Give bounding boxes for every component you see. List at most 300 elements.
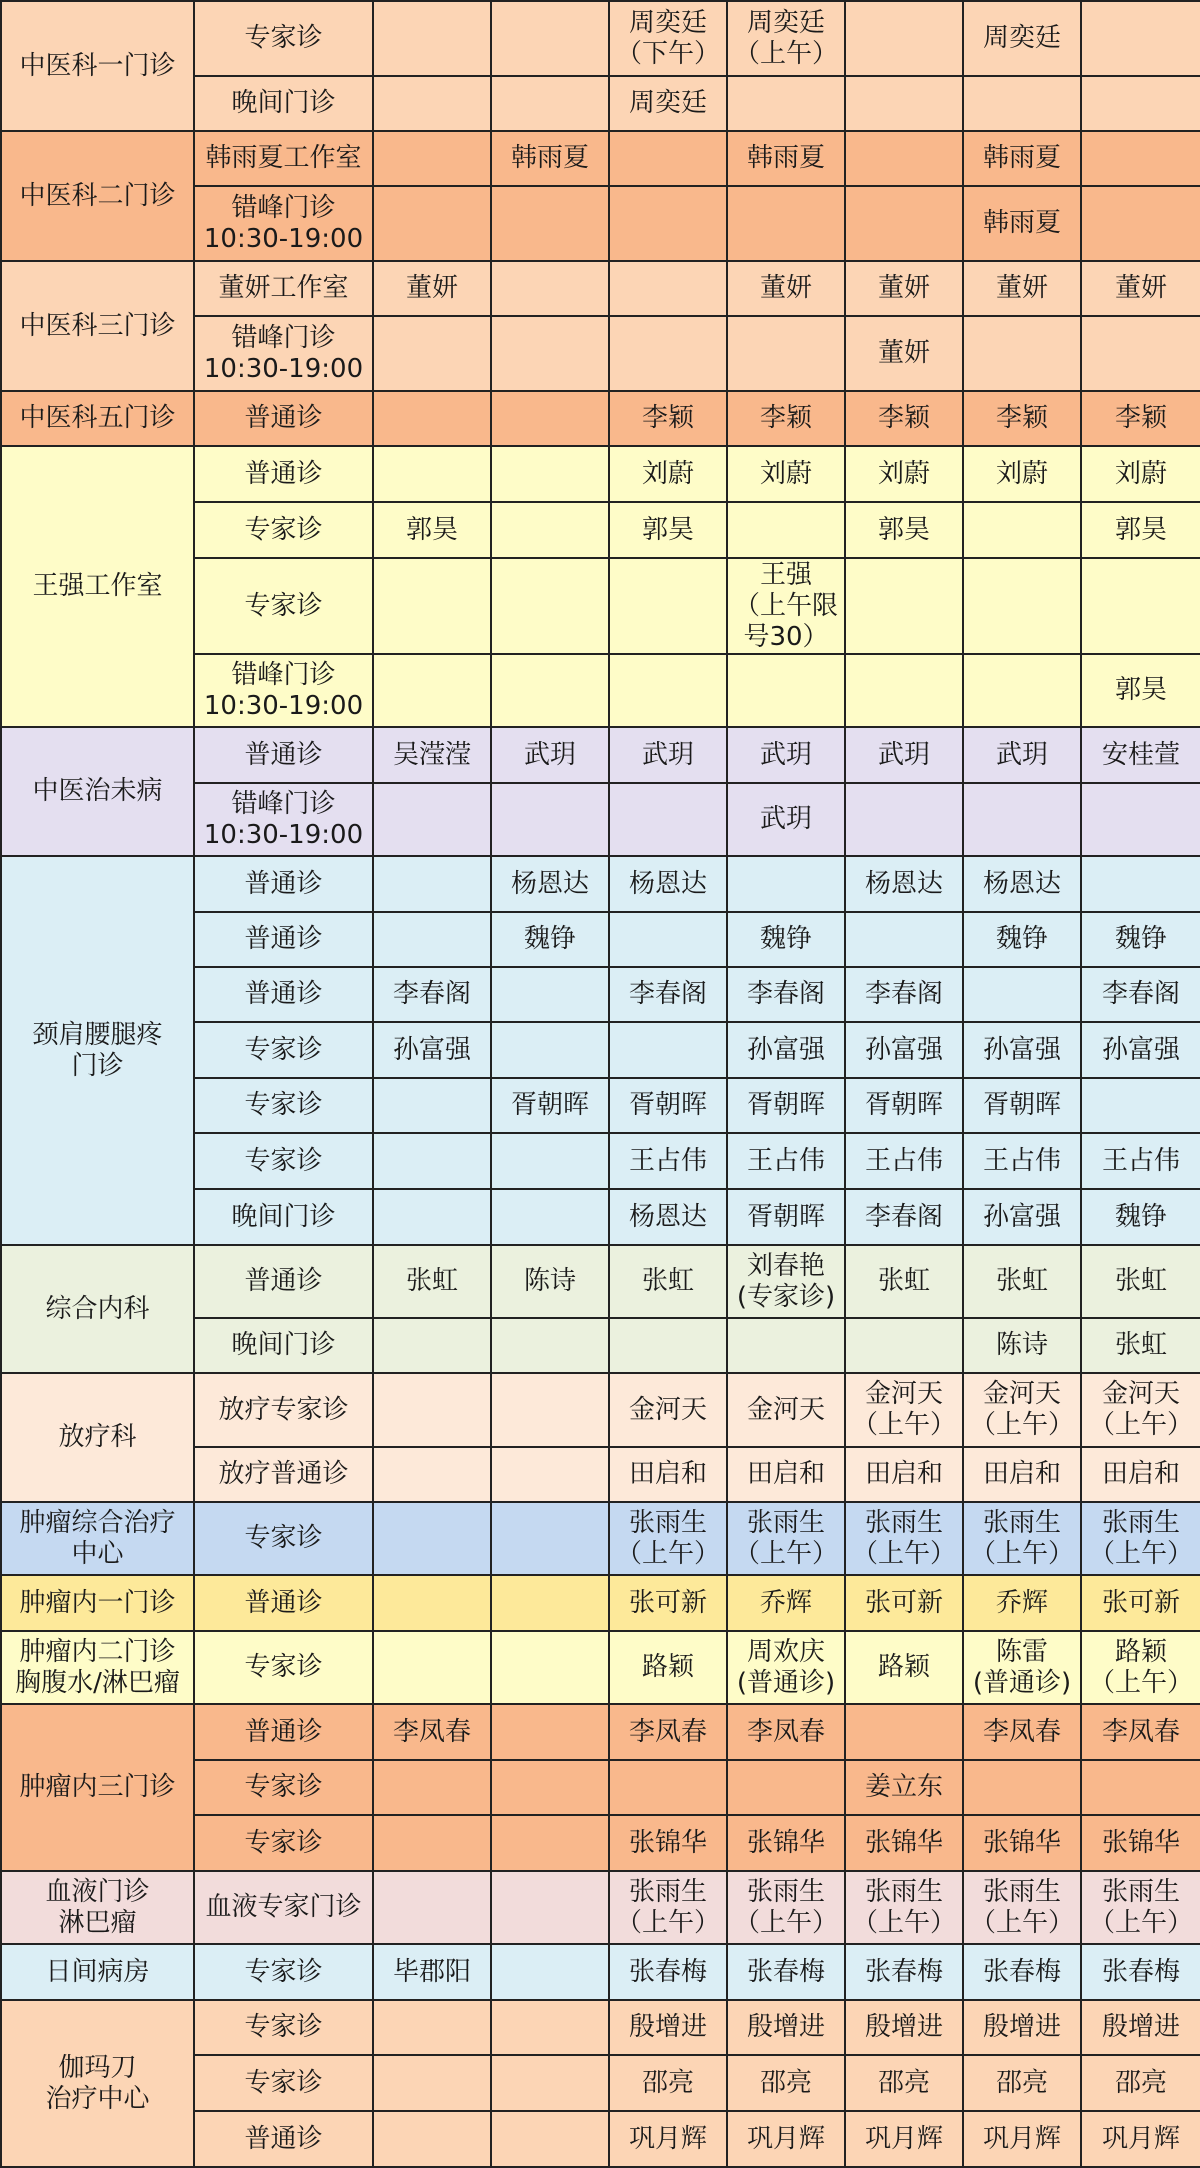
department-cell: 中医科二门诊 xyxy=(1,131,194,261)
doctor-cell: 殷增进 xyxy=(609,2000,727,2055)
clinic-type-cell: 专家诊 xyxy=(194,558,373,654)
doctor-cell: 刘蔚 xyxy=(845,446,963,502)
doctor-cell xyxy=(845,1318,963,1373)
doctor-cell xyxy=(373,1815,491,1871)
doctor-cell xyxy=(491,502,609,558)
table-row xyxy=(1,131,1200,186)
table-row xyxy=(1,1373,1200,1447)
doctor-cell xyxy=(845,783,963,856)
clinic-type-cell: 专家诊 xyxy=(194,1502,373,1575)
doctor-cell xyxy=(373,654,491,727)
doctor-cell xyxy=(491,1133,609,1189)
doctor-cell: 张雨生 （上午） xyxy=(963,1871,1081,1944)
doctor-cell xyxy=(1081,316,1200,391)
doctor-cell xyxy=(491,1373,609,1447)
doctor-cell xyxy=(727,1760,845,1815)
doctor-cell: 张虹 xyxy=(373,1245,491,1318)
doctor-cell xyxy=(491,1871,609,1944)
doctor-cell xyxy=(845,76,963,131)
doctor-cell xyxy=(373,76,491,131)
doctor-cell: 邵亮 xyxy=(963,2055,1081,2111)
doctor-cell: 陈诗 xyxy=(963,1318,1081,1373)
doctor-cell xyxy=(963,502,1081,558)
table-row xyxy=(1,1575,1200,1631)
doctor-cell xyxy=(727,1318,845,1373)
doctor-cell: 张雨生 （上午） xyxy=(727,1502,845,1575)
doctor-cell xyxy=(373,1189,491,1245)
doctor-cell: 杨恩达 xyxy=(609,856,727,912)
doctor-cell: 胥朝晖 xyxy=(609,1078,727,1133)
doctor-cell xyxy=(373,186,491,261)
doctor-cell: 殷增进 xyxy=(1081,2000,1200,2055)
doctor-cell: 张虹 xyxy=(963,1245,1081,1318)
clinic-type-cell: 专家诊 xyxy=(194,1078,373,1133)
table-row xyxy=(1,1871,1200,1944)
clinic-type-cell: 专家诊 xyxy=(194,2055,373,2111)
clinic-type-cell: 专家诊 xyxy=(194,1133,373,1189)
doctor-cell: 田启和 xyxy=(609,1447,727,1502)
doctor-cell: 胥朝晖 xyxy=(963,1078,1081,1133)
doctor-cell: 董妍 xyxy=(845,261,963,316)
clinic-type-cell: 专家诊 xyxy=(194,2000,373,2055)
doctor-cell xyxy=(963,1760,1081,1815)
doctor-cell xyxy=(609,1022,727,1078)
doctor-cell xyxy=(373,446,491,502)
doctor-cell: 郭昊 xyxy=(1081,502,1200,558)
doctor-cell xyxy=(845,1,963,76)
doctor-cell xyxy=(1081,131,1200,186)
department-cell: 颈肩腰腿疼 门诊 xyxy=(1,856,194,1245)
doctor-cell: 韩雨夏 xyxy=(491,131,609,186)
doctor-cell: 胥朝晖 xyxy=(727,1078,845,1133)
department-cell: 日间病房 xyxy=(1,1944,194,2000)
doctor-cell xyxy=(963,783,1081,856)
doctor-cell: 邵亮 xyxy=(845,2055,963,2111)
doctor-cell: 韩雨夏 xyxy=(727,131,845,186)
doctor-cell: 张锦华 xyxy=(963,1815,1081,1871)
doctor-cell: 郭昊 xyxy=(373,502,491,558)
doctor-cell xyxy=(373,1631,491,1704)
doctor-cell xyxy=(609,783,727,856)
table-row xyxy=(1,1502,1200,1575)
doctor-cell: 刘蔚 xyxy=(609,446,727,502)
table-row xyxy=(1,2000,1200,2055)
doctor-cell: 孙富强 xyxy=(1081,1022,1200,1078)
clinic-type-cell: 普通诊 xyxy=(194,727,373,783)
doctor-cell xyxy=(373,1318,491,1373)
clinic-type-cell: 专家诊 xyxy=(194,1022,373,1078)
doctor-cell: 武玥 xyxy=(963,727,1081,783)
doctor-cell: 刘蔚 xyxy=(963,446,1081,502)
doctor-cell xyxy=(373,2111,491,2167)
doctor-cell: 李凤春 xyxy=(963,1704,1081,1760)
doctor-cell: 张可新 xyxy=(845,1575,963,1631)
doctor-cell xyxy=(491,1760,609,1815)
doctor-cell: 张虹 xyxy=(1081,1245,1200,1318)
doctor-cell: 张春梅 xyxy=(963,1944,1081,2000)
doctor-cell xyxy=(491,261,609,316)
doctor-cell: 李凤春 xyxy=(609,1704,727,1760)
doctor-cell: 张锦华 xyxy=(845,1815,963,1871)
doctor-cell xyxy=(373,391,491,446)
clinic-type-cell: 董妍工作室 xyxy=(194,261,373,316)
doctor-cell: 田启和 xyxy=(727,1447,845,1502)
doctor-cell xyxy=(373,558,491,654)
table-row xyxy=(1,1,1200,76)
doctor-cell: 殷增进 xyxy=(963,2000,1081,2055)
doctor-cell xyxy=(373,783,491,856)
doctor-cell xyxy=(491,2000,609,2055)
doctor-cell: 张虹 xyxy=(1081,1318,1200,1373)
table-row xyxy=(1,261,1200,316)
table-row xyxy=(1,856,1200,912)
doctor-cell xyxy=(963,316,1081,391)
doctor-cell xyxy=(845,186,963,261)
doctor-cell xyxy=(491,1022,609,1078)
doctor-cell xyxy=(727,856,845,912)
doctor-cell: 张雨生 （上午） xyxy=(963,1502,1081,1575)
doctor-cell: 李颖 xyxy=(963,391,1081,446)
doctor-cell: 孙富强 xyxy=(727,1022,845,1078)
doctor-cell xyxy=(373,1078,491,1133)
schedule-body xyxy=(1,1,1200,2167)
doctor-cell: 魏铮 xyxy=(963,912,1081,967)
doctor-cell: 路颖 xyxy=(609,1631,727,1704)
clinic-type-cell: 普通诊 xyxy=(194,1704,373,1760)
doctor-cell: 张锦华 xyxy=(727,1815,845,1871)
department-cell: 中医科一门诊 xyxy=(1,1,194,131)
doctor-cell xyxy=(373,2055,491,2111)
doctor-cell xyxy=(373,856,491,912)
doctor-cell xyxy=(609,186,727,261)
doctor-cell xyxy=(491,391,609,446)
clinic-type-cell: 普通诊 xyxy=(194,391,373,446)
doctor-cell xyxy=(491,654,609,727)
clinic-type-cell: 普通诊 xyxy=(194,446,373,502)
doctor-cell: 张雨生 （上午） xyxy=(727,1871,845,1944)
department-cell: 王强工作室 xyxy=(1,446,194,727)
doctor-cell: 巩月辉 xyxy=(845,2111,963,2167)
clinic-type-cell: 普通诊 xyxy=(194,1575,373,1631)
doctor-cell: 王占伟 xyxy=(727,1133,845,1189)
doctor-cell: 张雨生 （上午） xyxy=(1081,1502,1200,1575)
clinic-type-cell: 普通诊 xyxy=(194,856,373,912)
doctor-cell xyxy=(963,76,1081,131)
doctor-cell xyxy=(609,1760,727,1815)
doctor-cell: 孙富强 xyxy=(373,1022,491,1078)
doctor-cell: 刘蔚 xyxy=(1081,446,1200,502)
clinic-type-cell: 专家诊 xyxy=(194,1631,373,1704)
clinic-type-cell: 血液专家门诊 xyxy=(194,1871,373,1944)
doctor-cell xyxy=(491,1704,609,1760)
doctor-cell: 毕郡阳 xyxy=(373,1944,491,2000)
doctor-cell: 张雨生 （上午） xyxy=(845,1502,963,1575)
doctor-cell xyxy=(1081,1078,1200,1133)
doctor-cell: 张春梅 xyxy=(727,1944,845,2000)
doctor-cell xyxy=(1081,558,1200,654)
doctor-cell: 李颖 xyxy=(609,391,727,446)
department-cell: 中医科五门诊 xyxy=(1,391,194,446)
doctor-cell: 张雨生 （上午） xyxy=(1081,1871,1200,1944)
doctor-cell: 武玥 xyxy=(609,727,727,783)
clinic-type-cell: 普通诊 xyxy=(194,912,373,967)
doctor-cell: 杨恩达 xyxy=(491,856,609,912)
doctor-cell: 巩月辉 xyxy=(609,2111,727,2167)
doctor-cell xyxy=(373,1373,491,1447)
doctor-cell xyxy=(609,316,727,391)
doctor-cell xyxy=(609,1318,727,1373)
clinic-type-cell: 放疗普通诊 xyxy=(194,1447,373,1502)
doctor-cell: 杨恩达 xyxy=(963,856,1081,912)
doctor-cell: 胥朝晖 xyxy=(727,1189,845,1245)
doctor-cell xyxy=(491,783,609,856)
doctor-cell xyxy=(1081,186,1200,261)
doctor-cell: 孙富强 xyxy=(963,1022,1081,1078)
doctor-cell xyxy=(373,1575,491,1631)
doctor-cell: 张雨生 （上午） xyxy=(609,1871,727,1944)
clinic-type-cell: 普通诊 xyxy=(194,1245,373,1318)
doctor-cell: 董妍 xyxy=(727,261,845,316)
doctor-cell: 邵亮 xyxy=(609,2055,727,2111)
doctor-cell xyxy=(1081,783,1200,856)
clinic-type-cell: 专家诊 xyxy=(194,502,373,558)
doctor-cell: 田启和 xyxy=(963,1447,1081,1502)
doctor-cell xyxy=(373,912,491,967)
doctor-cell: 张可新 xyxy=(609,1575,727,1631)
doctor-cell: 胥朝晖 xyxy=(845,1078,963,1133)
doctor-cell: 张雨生 （上午） xyxy=(609,1502,727,1575)
table-row xyxy=(1,446,1200,502)
doctor-cell xyxy=(727,502,845,558)
doctor-cell xyxy=(609,654,727,727)
doctor-cell: 周奕廷 xyxy=(963,1,1081,76)
doctor-cell: 杨恩达 xyxy=(845,856,963,912)
doctor-cell: 张可新 xyxy=(1081,1575,1200,1631)
clinic-type-cell: 晚间门诊 xyxy=(194,76,373,131)
doctor-cell xyxy=(1081,1760,1200,1815)
doctor-cell: 魏铮 xyxy=(727,912,845,967)
department-cell: 中医科三门诊 xyxy=(1,261,194,391)
doctor-cell xyxy=(491,1,609,76)
doctor-cell: 刘春艳 (专家诊) xyxy=(727,1245,845,1318)
doctor-cell xyxy=(373,1133,491,1189)
doctor-cell: 韩雨夏 xyxy=(963,131,1081,186)
table-row xyxy=(1,1944,1200,2000)
doctor-cell: 郭昊 xyxy=(845,502,963,558)
doctor-cell xyxy=(727,654,845,727)
doctor-cell: 张锦华 xyxy=(609,1815,727,1871)
doctor-cell: 李春阁 xyxy=(609,967,727,1022)
doctor-cell: 张虹 xyxy=(609,1245,727,1318)
doctor-cell: 姜立东 xyxy=(845,1760,963,1815)
doctor-cell: 巩月辉 xyxy=(727,2111,845,2167)
clinic-type-cell: 韩雨夏工作室 xyxy=(194,131,373,186)
doctor-cell: 董妍 xyxy=(845,316,963,391)
doctor-cell: 李颖 xyxy=(727,391,845,446)
doctor-cell: 胥朝晖 xyxy=(491,1078,609,1133)
doctor-cell: 李颖 xyxy=(1081,391,1200,446)
doctor-cell xyxy=(727,316,845,391)
doctor-cell: 李春阁 xyxy=(1081,967,1200,1022)
doctor-cell xyxy=(609,131,727,186)
doctor-cell: 李春阁 xyxy=(845,967,963,1022)
doctor-cell xyxy=(491,316,609,391)
doctor-cell: 周奕廷 xyxy=(609,76,727,131)
doctor-cell xyxy=(491,1318,609,1373)
doctor-cell: 李颖 xyxy=(845,391,963,446)
doctor-cell xyxy=(491,186,609,261)
doctor-cell: 张锦华 xyxy=(1081,1815,1200,1871)
clinic-type-cell: 普通诊 xyxy=(194,967,373,1022)
doctor-cell xyxy=(373,1760,491,1815)
doctor-cell: 张春梅 xyxy=(609,1944,727,2000)
clinic-type-cell: 放疗专家诊 xyxy=(194,1373,373,1447)
doctor-cell: 张春梅 xyxy=(845,1944,963,2000)
doctor-cell xyxy=(491,446,609,502)
doctor-cell: 陈雷 (普通诊) xyxy=(963,1631,1081,1704)
doctor-cell: 孙富强 xyxy=(845,1022,963,1078)
doctor-cell xyxy=(845,1704,963,1760)
doctor-cell xyxy=(727,186,845,261)
clinic-type-cell: 专家诊 xyxy=(194,1944,373,2000)
doctor-cell: 李春阁 xyxy=(373,967,491,1022)
clinic-type-cell: 普通诊 xyxy=(194,2111,373,2167)
doctor-cell: 郭昊 xyxy=(609,502,727,558)
doctor-cell: 周奕廷 （下午） xyxy=(609,1,727,76)
table-row xyxy=(1,1631,1200,1704)
clinic-type-cell: 错峰门诊 10:30-19:00 xyxy=(194,654,373,727)
doctor-cell xyxy=(491,76,609,131)
doctor-cell xyxy=(491,558,609,654)
doctor-cell: 李凤春 xyxy=(727,1704,845,1760)
clinic-type-cell: 晚间门诊 xyxy=(194,1318,373,1373)
doctor-cell xyxy=(1081,1,1200,76)
doctor-cell: 安桂萱 xyxy=(1081,727,1200,783)
table-row xyxy=(1,391,1200,446)
doctor-cell: 董妍 xyxy=(373,261,491,316)
doctor-cell xyxy=(963,558,1081,654)
doctor-cell xyxy=(845,558,963,654)
doctor-cell xyxy=(609,558,727,654)
doctor-cell: 张雨生 （上午） xyxy=(845,1871,963,1944)
doctor-cell: 田启和 xyxy=(1081,1447,1200,1502)
doctor-cell: 金河天 （上午） xyxy=(963,1373,1081,1447)
doctor-cell: 李凤春 xyxy=(1081,1704,1200,1760)
doctor-cell: 田启和 xyxy=(845,1447,963,1502)
doctor-cell: 武玥 xyxy=(845,727,963,783)
doctor-cell: 武玥 xyxy=(727,727,845,783)
clinic-type-cell: 错峰门诊 10:30-19:00 xyxy=(194,186,373,261)
doctor-cell: 董妍 xyxy=(963,261,1081,316)
doctor-cell xyxy=(845,131,963,186)
doctor-cell: 巩月辉 xyxy=(1081,2111,1200,2167)
doctor-cell xyxy=(491,1189,609,1245)
doctor-cell: 金河天 xyxy=(609,1373,727,1447)
doctor-cell xyxy=(609,261,727,316)
doctor-cell xyxy=(373,1447,491,1502)
doctor-cell xyxy=(373,316,491,391)
doctor-cell xyxy=(609,912,727,967)
doctor-cell xyxy=(845,654,963,727)
doctor-cell: 张春梅 xyxy=(1081,1944,1200,2000)
doctor-cell xyxy=(373,131,491,186)
department-cell: 放疗科 xyxy=(1,1373,194,1502)
doctor-cell: 乔辉 xyxy=(727,1575,845,1631)
department-cell: 中医治未病 xyxy=(1,727,194,856)
clinic-type-cell: 错峰门诊 10:30-19:00 xyxy=(194,316,373,391)
doctor-cell: 李凤春 xyxy=(373,1704,491,1760)
doctor-cell: 王强 （上午限 号30） xyxy=(727,558,845,654)
doctor-cell: 周奕廷 （上午） xyxy=(727,1,845,76)
doctor-cell: 路颖 xyxy=(845,1631,963,1704)
doctor-cell: 王占伟 xyxy=(963,1133,1081,1189)
doctor-cell: 武玥 xyxy=(727,783,845,856)
doctor-cell xyxy=(373,1871,491,1944)
doctor-cell: 魏铮 xyxy=(491,912,609,967)
doctor-cell xyxy=(1081,856,1200,912)
doctor-cell: 金河天 （上午） xyxy=(845,1373,963,1447)
doctor-cell xyxy=(373,2000,491,2055)
doctor-cell: 董妍 xyxy=(1081,261,1200,316)
doctor-cell xyxy=(963,967,1081,1022)
doctor-cell: 张虹 xyxy=(845,1245,963,1318)
doctor-cell: 杨恩达 xyxy=(609,1189,727,1245)
doctor-cell: 王占伟 xyxy=(1081,1133,1200,1189)
doctor-cell: 路颖 （上午） xyxy=(1081,1631,1200,1704)
department-cell: 综合内科 xyxy=(1,1245,194,1373)
clinic-type-cell: 错峰门诊 10:30-19:00 xyxy=(194,783,373,856)
doctor-cell: 金河天 xyxy=(727,1373,845,1447)
doctor-cell: 吴滢滢 xyxy=(373,727,491,783)
doctor-cell xyxy=(491,1815,609,1871)
clinic-type-cell: 专家诊 xyxy=(194,1815,373,1871)
department-cell: 肿瘤内三门诊 xyxy=(1,1704,194,1871)
doctor-cell xyxy=(845,912,963,967)
doctor-cell: 魏铮 xyxy=(1081,912,1200,967)
department-cell: 肿瘤综合治疗 中心 xyxy=(1,1502,194,1575)
doctor-cell: 孙富强 xyxy=(963,1189,1081,1245)
department-cell: 血液门诊 淋巴瘤 xyxy=(1,1871,194,1944)
clinic-type-cell: 晚间门诊 xyxy=(194,1189,373,1245)
department-cell: 肿瘤内二门诊 胸腹水/淋巴瘤 xyxy=(1,1631,194,1704)
doctor-cell xyxy=(491,2055,609,2111)
doctor-cell xyxy=(491,1502,609,1575)
doctor-cell: 王占伟 xyxy=(845,1133,963,1189)
doctor-cell: 邵亮 xyxy=(1081,2055,1200,2111)
doctor-cell xyxy=(727,76,845,131)
doctor-cell xyxy=(491,967,609,1022)
doctor-cell: 周欢庆 (普通诊) xyxy=(727,1631,845,1704)
doctor-cell xyxy=(491,2111,609,2167)
doctor-cell xyxy=(491,1447,609,1502)
doctor-cell: 金河天 （上午） xyxy=(1081,1373,1200,1447)
doctor-cell xyxy=(373,1502,491,1575)
doctor-cell: 李春阁 xyxy=(845,1189,963,1245)
clinic-type-cell: 专家诊 xyxy=(194,1,373,76)
department-cell: 肿瘤内一门诊 xyxy=(1,1575,194,1631)
doctor-cell: 王占伟 xyxy=(609,1133,727,1189)
clinic-type-cell: 专家诊 xyxy=(194,1760,373,1815)
doctor-cell xyxy=(491,1944,609,2000)
department-cell: 伽玛刀 治疗中心 xyxy=(1,2000,194,2167)
table-row xyxy=(1,1704,1200,1760)
doctor-cell: 殷增进 xyxy=(845,2000,963,2055)
doctor-cell: 魏铮 xyxy=(1081,1189,1200,1245)
doctor-cell xyxy=(373,1,491,76)
doctor-cell: 武玥 xyxy=(491,727,609,783)
doctor-cell: 巩月辉 xyxy=(963,2111,1081,2167)
doctor-cell: 韩雨夏 xyxy=(963,186,1081,261)
